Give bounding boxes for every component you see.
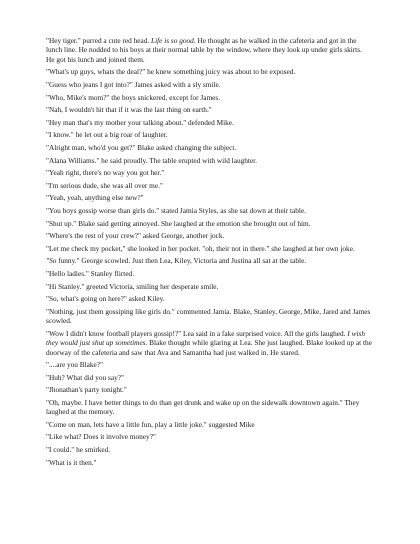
text-run: "Like what? Does it involve money?" <box>46 432 156 442</box>
paragraph <box>46 398 372 417</box>
text-run: "Alright man, who'd you get?" Blake asked changing the subject. <box>46 142 237 152</box>
paragraph <box>46 80 372 89</box>
paragraph <box>46 168 372 177</box>
paragraph <box>46 219 372 228</box>
text-run: "Guess who jeans I got into?" James asked with a sly smile. <box>46 80 221 89</box>
paragraph <box>46 307 372 326</box>
text-run: "Oh, maybe. I have better things to do than get drunk and wake up on the sidewalk downtown again." They laughed at the memory. <box>46 397 360 417</box>
paragraph <box>46 458 372 467</box>
paragraph <box>46 156 372 165</box>
text-run: "Hey man that's my mother your talking about." defended Mike. <box>46 117 234 127</box>
text-run: "Yeah, yeah, anything else new?" <box>46 193 144 203</box>
paragraph <box>46 329 372 357</box>
paragraph <box>46 269 372 278</box>
text-run: "You boys gossip worse than girls do." stated Jamia Styles, as she sat down at their table. <box>46 205 306 215</box>
paragraph <box>46 130 372 139</box>
paragraph <box>46 67 372 76</box>
paragraph <box>46 420 372 429</box>
text-run: "What is it then." <box>46 457 97 467</box>
paragraph <box>46 244 372 253</box>
text-run: "Hi Stanley." greeted Victoria, smiling her desperate smile. <box>46 281 219 291</box>
paragraph <box>46 181 372 190</box>
text-run: "Come on man, lets have a little fun, play a little joke." suggested Mike <box>46 419 255 429</box>
paragraph <box>46 282 372 291</box>
paragraph <box>46 231 372 240</box>
italic-text-run: Life is so good. <box>151 36 196 45</box>
text-run: "I'm serious dude, she was all over me." <box>46 180 163 190</box>
text-run: "Where's the rest of your crew?" asked George, another jock. <box>46 231 225 241</box>
paragraph <box>46 36 372 64</box>
paragraph <box>46 193 372 202</box>
paragraph <box>46 143 372 152</box>
text-run: He thought as he walked in the cafeteria and got in the lunch line. He nodded to his boys at their normal table by the window, where they look up under girls skirts. He got his lunch and joined them. <box>46 36 362 64</box>
text-run: "I know." he let out a big roar of laughter. <box>46 130 168 140</box>
text-run: funny." George scowled. Just then Lea, Kiley, Victoria and Justina all sat at the table. <box>56 256 307 266</box>
text-run: "Hey tiger." purred a cute red head. <box>46 36 152 45</box>
text-run: "Shut up." Blake said getting annoyed. She laughed at the emotion she brought out of him. <box>46 218 311 228</box>
text-run: "Alana Williams." he said proudly. The table erupted with wild laughter. <box>46 155 258 165</box>
text-run: "Nothing, just them gossiping like girls do." commented Jamia. Blake, Stanley, George, Mike, Jared and James scowled. <box>46 306 371 326</box>
text-run: "Jhonathan's party tonight." <box>46 385 127 395</box>
text-run: "Hello ladies." Stanley flirted. <box>46 268 135 278</box>
italic-text-run: "So <box>46 256 57 266</box>
text-run: "Huh? What did you say?" <box>46 372 124 382</box>
text-run: "Wow I didn't know football players gossip!?" Lea said in a fake surprised voice. All the girls laughed. <box>46 328 348 338</box>
paragraph <box>46 294 372 303</box>
text-run: "I could." he smirked. <box>46 445 111 455</box>
text-run: "So, what's going on here?" asked Kiley. <box>46 294 165 304</box>
text-run: "Who, Mike's mom?" the boys snickered, except for James. <box>46 92 221 102</box>
text-run: "Nah, I wouldn't hit that if it was the last thing on earth." <box>46 105 212 115</box>
text-run: "Let me check my pocket," she looked in her pocket. "oh, their not in there." she laughed at her own joke. <box>46 243 355 253</box>
paragraph <box>46 385 372 394</box>
paragraph <box>46 93 372 102</box>
paragraph <box>46 105 372 114</box>
italic-text-run: I wish they would just shut up sometimes. <box>46 328 365 348</box>
paragraph <box>46 118 372 127</box>
text-run: "Yeah right, there's no way you got her." <box>46 168 165 178</box>
paragraph <box>46 373 372 382</box>
paragraph <box>46 256 372 265</box>
text-run: Blake thought while glaring at Lea. She just laughed. Blake looked up at the doorway of the cafeteria and saw that Ava and Samantha had just walked in. He stared. <box>46 338 372 357</box>
text-run: "....are you Blake?" <box>46 360 104 370</box>
story-text <box>46 36 372 467</box>
text-run: "What's up guys, whats the deal?" he knew something juicy was about to be exposed. <box>46 67 296 77</box>
paragraph <box>46 206 372 215</box>
paragraph <box>46 360 372 369</box>
paragraph <box>46 445 372 454</box>
paragraph <box>46 432 372 441</box>
